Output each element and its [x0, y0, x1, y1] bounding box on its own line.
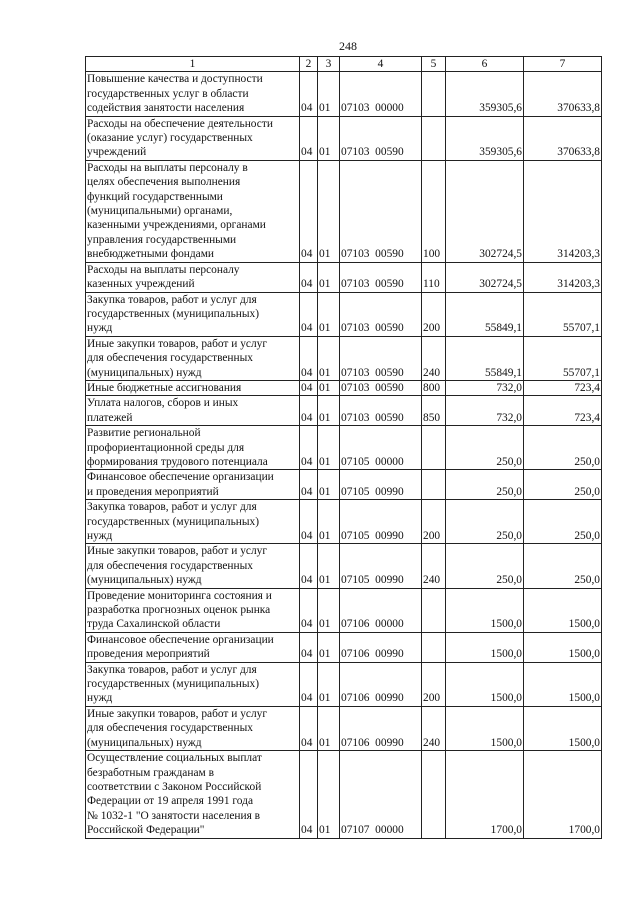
- amount-year-2-cell: 250,0: [524, 470, 602, 500]
- section-cell: 04: [300, 470, 318, 500]
- expense-type-cell: [422, 588, 446, 632]
- column-header: 3: [318, 57, 340, 72]
- expense-type-cell: 100: [422, 160, 446, 262]
- table-row: [86, 426, 602, 470]
- row-name-cell: Проведение мониторинга состояния и разработка прогнозных оценок рынка труда Сахалинской области: [86, 588, 300, 632]
- section-cell: 04: [300, 292, 318, 336]
- target-article-cell: 07103 00590: [340, 116, 422, 160]
- subsection-cell: 01: [318, 116, 340, 160]
- row-name-cell: Иные закупки товаров, работ и услуг для обеспечения государственных (муниципальных) нужд: [86, 706, 300, 750]
- target-article-cell: 07106 00990: [340, 662, 422, 706]
- amount-year-2-cell: 1500,0: [524, 662, 602, 706]
- amount-year-2-cell: 250,0: [524, 426, 602, 470]
- subsection-cell: 01: [318, 292, 340, 336]
- section-cell: 04: [300, 380, 318, 395]
- budget-table: [85, 56, 602, 839]
- amount-year-2-cell: 250,0: [524, 500, 602, 544]
- target-article-cell: 07105 00990: [340, 544, 422, 588]
- section-cell: 04: [300, 706, 318, 750]
- section-cell: 04: [300, 544, 318, 588]
- expense-type-cell: [422, 116, 446, 160]
- subsection-cell: 01: [318, 470, 340, 500]
- section-cell: 04: [300, 500, 318, 544]
- target-article-cell: 07107 00000: [340, 751, 422, 838]
- table-row: [86, 544, 602, 588]
- section-cell: 04: [300, 336, 318, 380]
- row-name-cell: Финансовое обеспечение организации и проведения мероприятий: [86, 470, 300, 500]
- amount-year-1-cell: 55849,1: [446, 336, 524, 380]
- expense-type-cell: [422, 426, 446, 470]
- amount-year-1-cell: 302724,5: [446, 262, 524, 292]
- target-article-cell: 07105 00000: [340, 426, 422, 470]
- expense-type-cell: 240: [422, 544, 446, 588]
- column-header: 7: [524, 57, 602, 72]
- table-row: [86, 336, 602, 380]
- table-row: [86, 380, 602, 395]
- amount-year-1-cell: 1500,0: [446, 662, 524, 706]
- target-article-cell: 07106 00000: [340, 588, 422, 632]
- table-row: [86, 72, 602, 116]
- expense-type-cell: 200: [422, 500, 446, 544]
- amount-year-2-cell: 55707,1: [524, 336, 602, 380]
- amount-year-1-cell: 1700,0: [446, 751, 524, 838]
- expense-type-cell: [422, 470, 446, 500]
- amount-year-2-cell: 723,4: [524, 396, 602, 426]
- section-cell: 04: [300, 632, 318, 662]
- amount-year-2-cell: 370633,8: [524, 116, 602, 160]
- table-row: [86, 262, 602, 292]
- amount-year-1-cell: 732,0: [446, 380, 524, 395]
- amount-year-2-cell: 1500,0: [524, 706, 602, 750]
- table-row: [86, 751, 602, 838]
- amount-year-1-cell: 250,0: [446, 470, 524, 500]
- expense-type-cell: 200: [422, 662, 446, 706]
- table-row: [86, 116, 602, 160]
- subsection-cell: 01: [318, 160, 340, 262]
- expense-type-cell: 200: [422, 292, 446, 336]
- amount-year-1-cell: 1500,0: [446, 588, 524, 632]
- amount-year-1-cell: 250,0: [446, 426, 524, 470]
- subsection-cell: 01: [318, 662, 340, 706]
- row-name-cell: Расходы на обеспечение деятельности (оказание услуг) государственных учреждений: [86, 116, 300, 160]
- target-article-cell: 07103 00590: [340, 336, 422, 380]
- amount-year-1-cell: 250,0: [446, 500, 524, 544]
- amount-year-2-cell: 1500,0: [524, 632, 602, 662]
- target-article-cell: 07103 00590: [340, 262, 422, 292]
- target-article-cell: 07103 00590: [340, 396, 422, 426]
- amount-year-1-cell: 250,0: [446, 544, 524, 588]
- amount-year-1-cell: 55849,1: [446, 292, 524, 336]
- table-row: [86, 500, 602, 544]
- target-article-cell: 07103 00590: [340, 380, 422, 395]
- column-header: 4: [340, 57, 422, 72]
- target-article-cell: 07105 00990: [340, 470, 422, 500]
- column-header: 2: [300, 57, 318, 72]
- target-article-cell: 07103 00000: [340, 72, 422, 116]
- subsection-cell: 01: [318, 396, 340, 426]
- subsection-cell: 01: [318, 336, 340, 380]
- subsection-cell: 01: [318, 500, 340, 544]
- amount-year-2-cell: 1500,0: [524, 588, 602, 632]
- row-name-cell: Закупка товаров, работ и услуг для государственных (муниципальных) нужд: [86, 292, 300, 336]
- amount-year-2-cell: 370633,8: [524, 72, 602, 116]
- amount-year-2-cell: 55707,1: [524, 292, 602, 336]
- row-name-cell: Расходы на выплаты персоналу казенных учреждений: [86, 262, 300, 292]
- section-cell: 04: [300, 751, 318, 838]
- amount-year-1-cell: 359305,6: [446, 116, 524, 160]
- subsection-cell: 01: [318, 751, 340, 838]
- expense-type-cell: 800: [422, 380, 446, 395]
- section-cell: 04: [300, 72, 318, 116]
- section-cell: 04: [300, 160, 318, 262]
- target-article-cell: 07103 00590: [340, 160, 422, 262]
- subsection-cell: 01: [318, 426, 340, 470]
- expense-type-cell: 110: [422, 262, 446, 292]
- subsection-cell: 01: [318, 544, 340, 588]
- expense-type-cell: 240: [422, 706, 446, 750]
- amount-year-1-cell: 359305,6: [446, 72, 524, 116]
- row-name-cell: Повышение качества и доступности государственных услуг в области содействия занятости населения: [86, 72, 300, 116]
- table-row: [86, 588, 602, 632]
- table-row: [86, 470, 602, 500]
- expense-type-cell: 240: [422, 336, 446, 380]
- expense-type-cell: [422, 72, 446, 116]
- column-header: 1: [86, 57, 300, 72]
- row-name-cell: Осуществление социальных выплат безработным гражданам в соответствии с Законом Российской Федерации от 19 апреля 1991 года № 1032-1 "О занятости населения в Российской Федерации": [86, 751, 300, 838]
- section-cell: 04: [300, 662, 318, 706]
- table-row: [86, 396, 602, 426]
- target-article-cell: 07106 00990: [340, 706, 422, 750]
- subsection-cell: 01: [318, 262, 340, 292]
- target-article-cell: 07106 00990: [340, 632, 422, 662]
- subsection-cell: 01: [318, 632, 340, 662]
- row-name-cell: Иные закупки товаров, работ и услуг для обеспечения государственных (муниципальных) нужд: [86, 544, 300, 588]
- row-name-cell: Иные закупки товаров, работ и услуг для обеспечения государственных (муниципальных) нужд: [86, 336, 300, 380]
- row-name-cell: Развитие региональной профориентационной среды для формирования трудового потенциала: [86, 426, 300, 470]
- page-number: 248: [339, 39, 357, 53]
- header-row: [86, 57, 602, 72]
- expense-type-cell: 850: [422, 396, 446, 426]
- row-name-cell: Закупка товаров, работ и услуг для государственных (муниципальных) нужд: [86, 662, 300, 706]
- amount-year-2-cell: 250,0: [524, 544, 602, 588]
- column-header: 6: [446, 57, 524, 72]
- subsection-cell: 01: [318, 706, 340, 750]
- subsection-cell: 01: [318, 588, 340, 632]
- target-article-cell: 07103 00590: [340, 292, 422, 336]
- section-cell: 04: [300, 262, 318, 292]
- table-row: [86, 662, 602, 706]
- amount-year-1-cell: 732,0: [446, 396, 524, 426]
- row-name-cell: Расходы на выплаты персоналу в целях обеспечения выполнения функций государственными (муниципальными) органами, казенными учреждениями, органами управления государственными внебюджетными фондами: [86, 160, 300, 262]
- amount-year-1-cell: 1500,0: [446, 632, 524, 662]
- row-name-cell: Иные бюджетные ассигнования: [86, 380, 300, 395]
- section-cell: 04: [300, 426, 318, 470]
- amount-year-2-cell: 723,4: [524, 380, 602, 395]
- section-cell: 04: [300, 396, 318, 426]
- expense-type-cell: [422, 632, 446, 662]
- expense-type-cell: [422, 751, 446, 838]
- table-row: [86, 632, 602, 662]
- table-row: [86, 292, 602, 336]
- row-name-cell: Закупка товаров, работ и услуг для государственных (муниципальных) нужд: [86, 500, 300, 544]
- amount-year-2-cell: 314203,3: [524, 160, 602, 262]
- row-name-cell: Уплата налогов, сборов и иных платежей: [86, 396, 300, 426]
- amount-year-2-cell: 314203,3: [524, 262, 602, 292]
- section-cell: 04: [300, 588, 318, 632]
- subsection-cell: 01: [318, 380, 340, 395]
- amount-year-1-cell: 302724,5: [446, 160, 524, 262]
- section-cell: 04: [300, 116, 318, 160]
- subsection-cell: 01: [318, 72, 340, 116]
- target-article-cell: 07105 00990: [340, 500, 422, 544]
- column-header: 5: [422, 57, 446, 72]
- amount-year-1-cell: 1500,0: [446, 706, 524, 750]
- row-name-cell: Финансовое обеспечение организации проведения мероприятий: [86, 632, 300, 662]
- amount-year-2-cell: 1700,0: [524, 751, 602, 838]
- table-row: [86, 706, 602, 750]
- table-row: [86, 160, 602, 262]
